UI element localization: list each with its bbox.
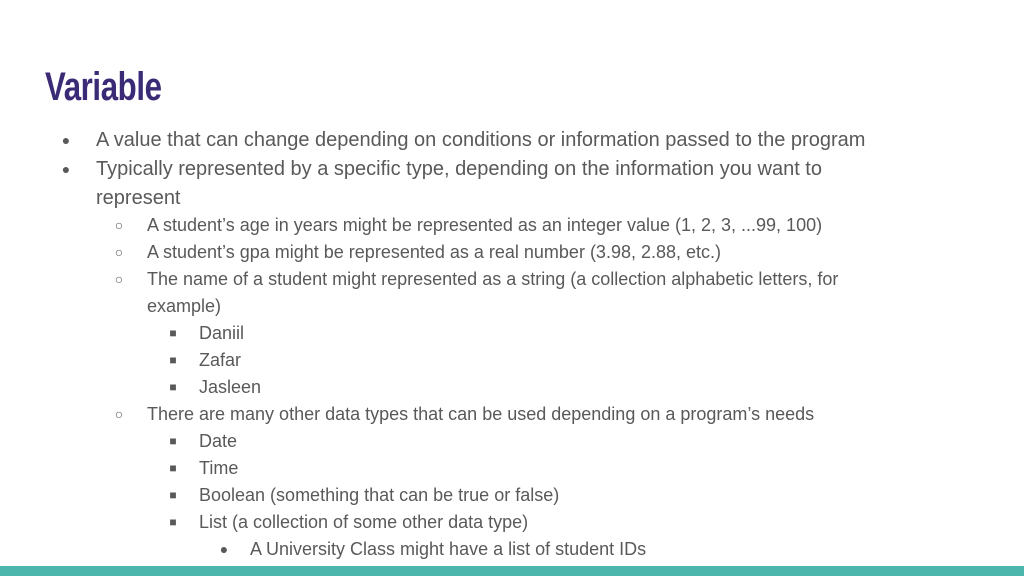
bullet-square-icon: ■ bbox=[169, 434, 177, 448]
sub-sub-bullet-item: ■ Boolean (something that can be true or false) bbox=[199, 482, 559, 509]
level4-bullet-item: ● A University Class might have a list of student IDs bbox=[250, 536, 646, 563]
bullet-dot-icon: ● bbox=[61, 161, 71, 177]
sub-bullet-item: ○ A student’s gpa might be represented as a real number (3.98, 2.88, etc.) bbox=[147, 239, 721, 266]
bullet-circle-icon: ○ bbox=[114, 217, 124, 233]
bullet-circle-icon: ○ bbox=[114, 244, 124, 260]
bullet-square-icon: ■ bbox=[169, 488, 177, 502]
sub-sub-bullet-item: ■ Date bbox=[199, 428, 237, 455]
sub-bullet-item: ○ A student’s age in years might be represented as an integer value (1, 2, 3, ...99, 100) bbox=[147, 212, 822, 239]
sub-sub-bullet-item: ■ Daniil bbox=[199, 320, 244, 347]
bullet-square-icon: ■ bbox=[169, 515, 177, 529]
sub-sub-bullet-item: ■ Time bbox=[199, 455, 238, 482]
bullet-circle-icon: ○ bbox=[114, 271, 124, 287]
bullet-square-icon: ■ bbox=[169, 326, 177, 340]
sub-sub-bullet-item: ■ List (a collection of some other data type) bbox=[199, 509, 528, 536]
sub-bullet-item: ○ There are many other data types that can be used depending on a program’s needs bbox=[147, 401, 814, 428]
bullet-dot-icon: ● bbox=[61, 132, 71, 148]
bullet-circle-icon: ○ bbox=[114, 406, 124, 422]
bullet-item: ● A value that can change depending on conditions or information passed to the program bbox=[96, 126, 865, 155]
sub-sub-bullet-item: ■ Jasleen bbox=[199, 374, 261, 401]
sub-bullet-item-continuation: example) bbox=[147, 296, 222, 316]
bullet-square-icon: ■ bbox=[169, 461, 177, 475]
bottom-accent-bar bbox=[0, 566, 1024, 576]
sub-bullet-item: ○ The name of a student might represented as a string (a collection alphabetic letters, for bbox=[147, 266, 838, 293]
bullet-item-continuation: represent bbox=[96, 187, 181, 209]
bullet-square-icon: ■ bbox=[169, 380, 177, 394]
bullet-dot-icon: ● bbox=[219, 541, 229, 557]
bullet-square-icon: ■ bbox=[169, 353, 177, 367]
bullet-item: ● Typically represented by a specific type, depending on the information you want to bbox=[96, 155, 822, 184]
sub-sub-bullet-item: ■ Zafar bbox=[199, 347, 241, 374]
slide-title: Variable bbox=[45, 65, 162, 109]
